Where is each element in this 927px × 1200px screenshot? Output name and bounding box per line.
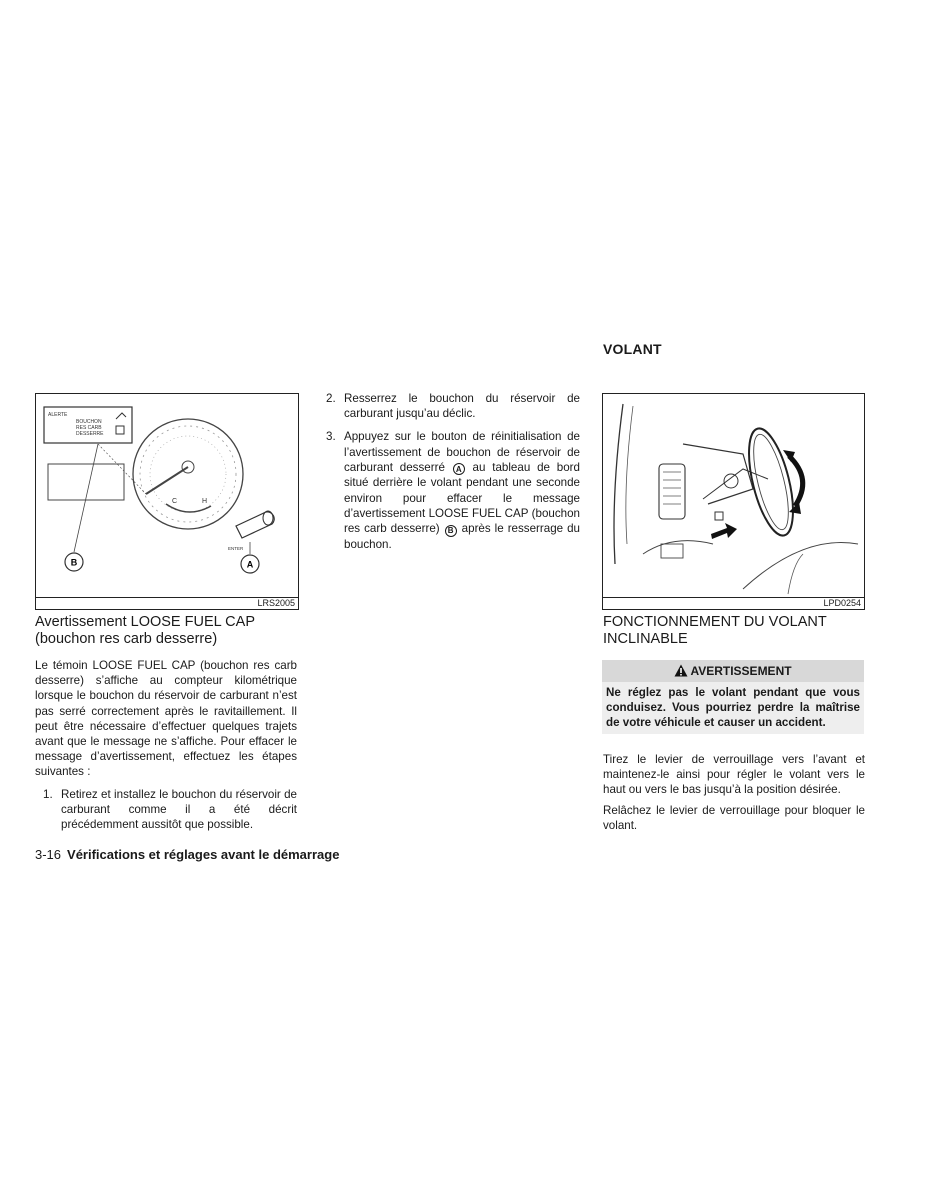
chapter-title: Vérifications et réglages avant le démarrage — [67, 847, 340, 862]
step-3-number: 3. — [326, 430, 336, 444]
step-1-number: 1. — [43, 788, 53, 801]
figure-code: LRS2005 — [257, 598, 295, 608]
tilt-steering-title: FONCTIONNEMENT DU VOLANT INCLINABLE — [603, 614, 827, 647]
page-footer — [35, 847, 339, 862]
switch-label: ENTER — [228, 546, 244, 551]
step-2-number: 2. — [326, 392, 336, 405]
steps-list-start — [43, 787, 297, 841]
tilt-paragraph-1: Tirez le levier de verrouillage vers l’avant et maintenez-le ainsi pour régler le volant vers le haut ou vers le bas jusqu’à la position désirée. — [603, 753, 865, 797]
warning-heading-bar — [602, 660, 864, 682]
callout-a-inline: A — [453, 463, 465, 475]
step-1-text: Retirez et installez le bouchon du réservoir de carburant comme il a été décrit précédemment aussitôt que possible. — [61, 788, 297, 832]
warning-text: Ne réglez pas le volant pendant que vous conduisez. Vous pourriez perdre la maîtrise de votre véhicule et causer un accident. — [602, 682, 864, 734]
display-line-4: DESSERRE — [76, 431, 104, 437]
step-3-text — [344, 429, 580, 551]
gauge-label-c: C — [172, 498, 178, 505]
display-line-3: RES CARB — [76, 425, 102, 431]
warning-box — [602, 660, 864, 734]
warning-heading: AVERTISSEMENT — [690, 664, 792, 678]
step-3-text-a: Appuyez sur le bouton de réinitialisation de l’avertissement de bouchon de réservoir de carburant desserré — [344, 430, 580, 474]
step-3 — [326, 429, 580, 551]
callout-a: A — [246, 559, 254, 570]
steering-column-illustration — [603, 394, 864, 597]
figure-code: LPD0254 — [823, 598, 861, 608]
steps-list-continued — [326, 391, 580, 560]
loose-fuel-cap-title: Avertissement LOOSE FUEL CAP (bouchon res carb desserre) — [35, 614, 255, 647]
gauge-label-h: H — [202, 498, 208, 505]
step-2-text: Resserrez le bouchon du réservoir de carburant jusqu’au déclic. — [344, 392, 580, 421]
display-line-1: ALERTE — [48, 412, 68, 418]
warning-triangle-icon — [674, 664, 688, 677]
tilt-paragraph-2: Relâchez le levier de verrouillage pour bloquer le volant. — [603, 804, 865, 833]
section-title-volant: VOLANT — [603, 341, 662, 357]
step-3-text-b: au tableau de bord situé derrière le volant pendant une seconde environ pour effacer le message d’avertissement LOOSE FUEL CAP (bouchon res carb desserre) — [344, 460, 580, 536]
steering-wheel-figure — [602, 393, 865, 610]
fuel-cap-figure — [35, 393, 299, 610]
step-3-text-c: après le resserrage du bouchon. — [344, 522, 581, 551]
callout-b-inline: B — [445, 525, 457, 537]
step-2 — [326, 391, 580, 421]
page-number: 3-16 — [35, 847, 62, 862]
loose-fuel-cap-paragraph: Le témoin LOOSE FUEL CAP (bouchon res carb desserre) s’affiche au compteur kilométrique lorsque le bouchon du réservoir de carburant n’est pas serré correctement après le ravitaillement. Il peut être nécessaire d’effectuer quelques trajets avant que le message ne s’affiche. Pour effacer le message d’avertissement, effectuez les étapes suivantes : — [35, 659, 297, 779]
instrument-cluster-illustration — [36, 394, 298, 597]
callout-b: B — [70, 557, 78, 568]
step-1 — [43, 787, 297, 833]
display-line-2: BOUCHON — [76, 419, 102, 425]
